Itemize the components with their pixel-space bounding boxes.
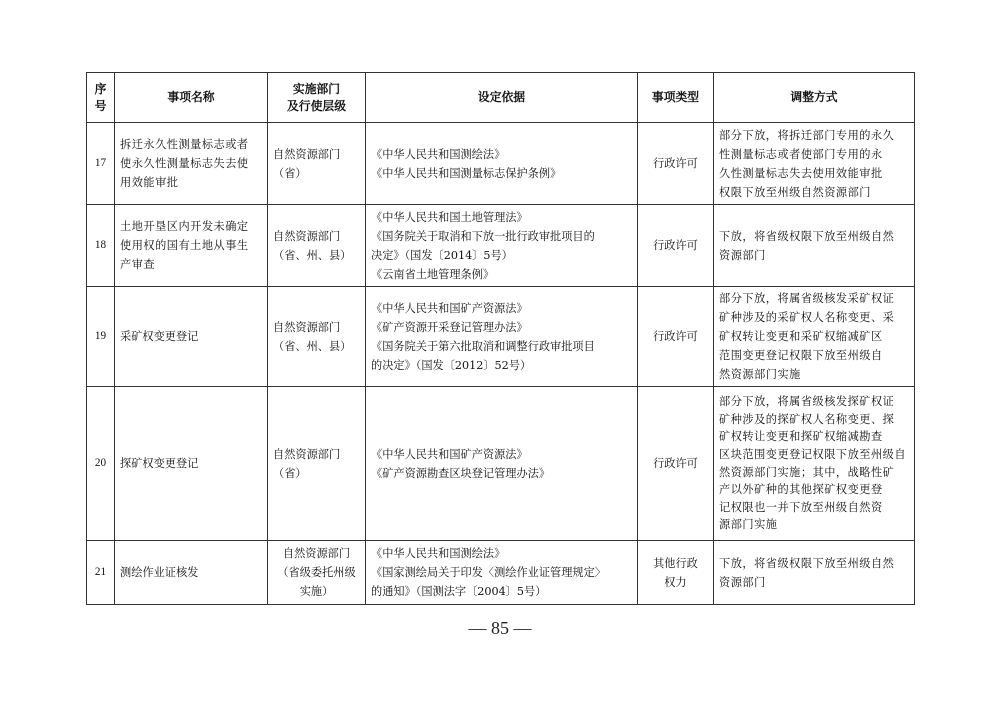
- col-header-basis: 设定依据: [366, 73, 638, 123]
- row-basis: 《中华人民共和国矿产资源法》 《矿产资源勘查区块登记管理办法》: [366, 387, 638, 541]
- row-adjust: 部分下放，将属省级核发探矿权证 矿种涉及的探矿权人名称变更、探 矿权转让变更和探矿权缩减勘查 区块范围变更登记权限下放至州级自 然资源部门实施；其中，战略性矿 产以外矿种的其他探矿权变更登 记权限也一并下放至州级自然资 源部门实施: [714, 387, 915, 541]
- row-name: 探矿权变更登记: [115, 387, 268, 541]
- table-row: [87, 123, 915, 205]
- table-row: [87, 387, 915, 541]
- row-no: 20: [87, 387, 115, 541]
- col-header-dept: 实施部门 及行使层级: [268, 73, 366, 123]
- row-type: 行政许可: [638, 287, 714, 387]
- row-basis: 《中华人民共和国土地管理法》 《国务院关于取消和下放一批行政审批项目的 决定》（国发〔2014〕5号） 《云南省土地管理条例》: [366, 205, 638, 287]
- row-type: 其他行政 权力: [638, 541, 714, 605]
- row-dept: 自然资源部门 （省级委托州级 实施）: [268, 541, 366, 605]
- table-row: [87, 287, 915, 387]
- row-adjust: 部分下放，将属省级核发采矿权证 矿种涉及的采矿权人名称变更、采 矿权转让变更和采矿权缩减矿区 范围变更登记权限下放至州级自 然资源部门实施: [714, 287, 915, 387]
- row-type: 行政许可: [638, 123, 714, 205]
- row-type: 行政许可: [638, 387, 714, 541]
- row-no: 17: [87, 123, 115, 205]
- row-no: 18: [87, 205, 115, 287]
- header-row: [87, 73, 915, 123]
- row-name: 拆迁永久性测量标志或者 使永久性测量标志失去使 用效能审批: [115, 123, 268, 205]
- page-number: — 85 —: [468, 618, 532, 638]
- row-basis: 《中华人民共和国测绘法》 《国家测绘局关于印发〈测绘作业证管理规定〉 的通知》（国测法字〔2004〕5号）: [366, 541, 638, 605]
- col-header-type: 事项类型: [638, 73, 714, 123]
- row-name: 测绘作业证核发: [115, 541, 268, 605]
- row-basis: 《中华人民共和国测绘法》 《中华人民共和国测量标志保护条例》: [366, 123, 638, 205]
- row-dept: 自然资源部门 （省）: [268, 387, 366, 541]
- row-basis: 《中华人民共和国矿产资源法》 《矿产资源开采登记管理办法》 《国务院关于第六批取消和调整行政审批项目 的决定》（国发〔2012〕52号）: [366, 287, 638, 387]
- row-no: 19: [87, 287, 115, 387]
- table-row: [87, 205, 915, 287]
- row-name: 采矿权变更登记: [115, 287, 268, 387]
- row-dept: 自然资源部门 （省）: [268, 123, 366, 205]
- col-header-name: 事项名称: [115, 73, 268, 123]
- table-row: [87, 541, 915, 605]
- row-no: 21: [87, 541, 115, 605]
- row-adjust: 部分下放，将拆迁部门专用的永久 性测量标志或者使部门专用的永 久性测量标志失去使用效能审批 权限下放至州级自然资源部门: [714, 123, 915, 205]
- row-name: 土地开垦区内开发未确定 使用权的国有土地从事生 产审查: [115, 205, 268, 287]
- row-adjust: 下放，将省级权限下放至州级自然 资源部门: [714, 541, 915, 605]
- row-dept: 自然资源部门 （省、州、县）: [268, 287, 366, 387]
- row-dept: 自然资源部门 （省、州、县）: [268, 205, 366, 287]
- row-type: 行政许可: [638, 205, 714, 287]
- col-header-no: 序 号: [87, 73, 115, 123]
- col-header-adjust: 调整方式: [714, 73, 915, 123]
- row-adjust: 下放，将省级权限下放至州级自然 资源部门: [714, 205, 915, 287]
- matters-table: [86, 72, 915, 605]
